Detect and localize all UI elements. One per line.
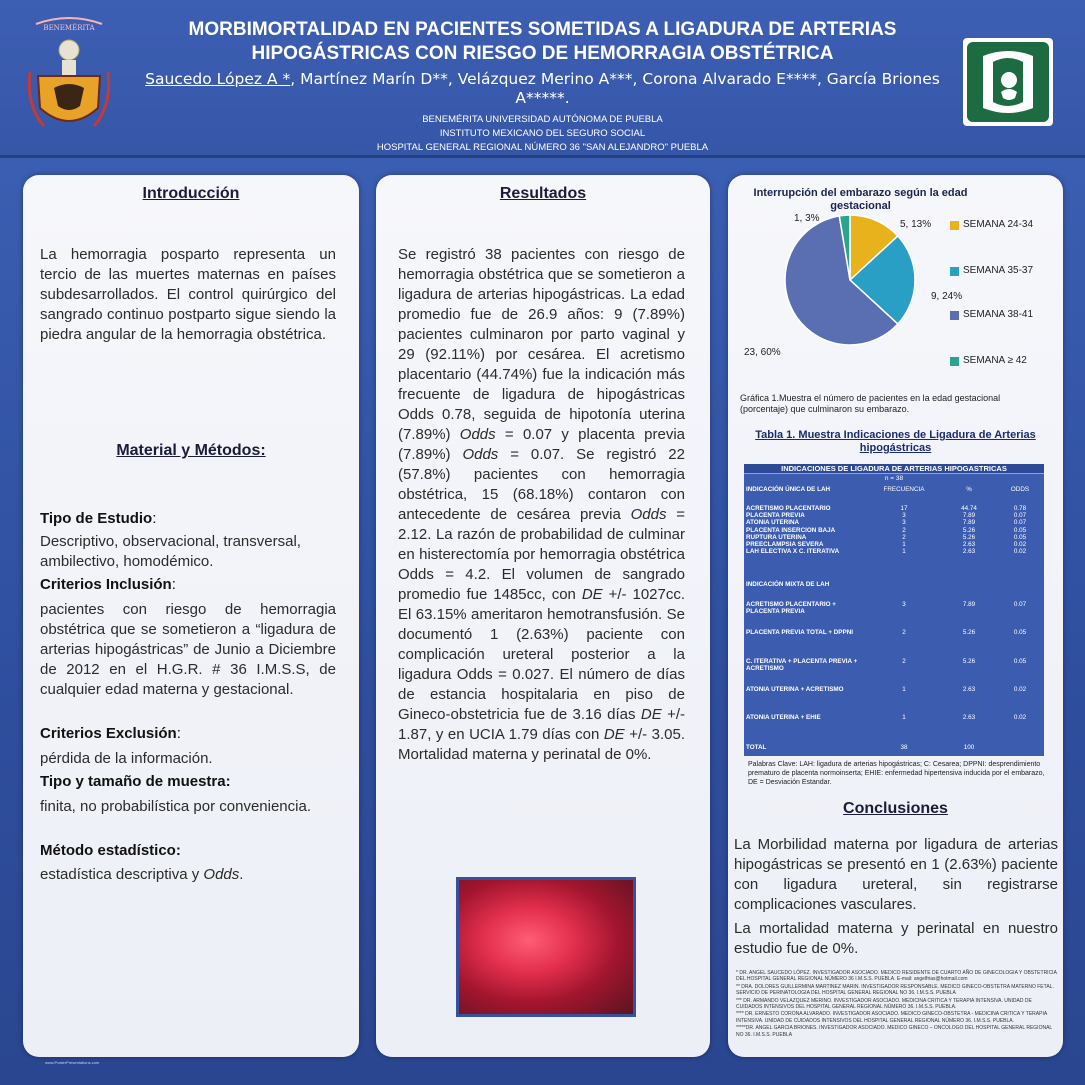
table-cell: 2: [902, 533, 906, 541]
imss-logo: [963, 38, 1053, 126]
chart-title: Interrupción del embarazo según la edad gestacional: [753, 187, 968, 212]
legend-swatch-3: [950, 311, 959, 320]
table-cell: 7.89: [962, 512, 976, 520]
stat-text: estadística descriptiva y Odds.: [40, 866, 244, 883]
table-cell: 2: [902, 629, 906, 636]
table-cell: 0.05: [1013, 526, 1027, 534]
table-cell: PREECLAMPSIA SEVERA: [746, 541, 824, 548]
table-title: Tabla 1. Muestra Indicaciones de Ligadura de Arterias hipogástricas: [755, 429, 1036, 454]
table-cell: 5.26: [962, 658, 976, 665]
legend-label-3: SEMANA 38-41: [963, 309, 1034, 320]
table-cell: 0.02: [1013, 548, 1027, 556]
indications-table: [744, 464, 1044, 756]
table-cell: 2.63: [962, 714, 976, 721]
table-cell: PLACENTA PREVIA TOTAL + DPPNI: [746, 629, 854, 636]
table-cell: 0.02: [1013, 541, 1027, 548]
table-cell: 2.63: [962, 548, 976, 556]
poster-title: [140, 18, 945, 66]
table-column-header: ODDS: [1010, 486, 1030, 493]
study-type-label: Tipo de Estudio:: [40, 510, 157, 527]
conclusions-text-1: La Morbilidad materna por ligadura de arterias hipogástricas se presentó en 1 (2.63%) paciente con ligadura ureteral, sin registrarse complicaciones vasculares.: [734, 836, 1058, 913]
table-cell: 0.78: [1013, 505, 1027, 512]
lead-author: Saucedo López A *: [145, 70, 291, 88]
legend-label-2: SEMANA 35-37: [963, 265, 1034, 276]
sample-label: Tipo y tamaño de muestra:: [40, 773, 231, 790]
table-cell: 0.05: [1013, 658, 1027, 665]
panel-results: [376, 175, 710, 1057]
table-cell: 2: [902, 526, 906, 534]
table-cell: 2: [902, 658, 906, 665]
table-n: n = 38: [884, 475, 904, 482]
table-cell: 0.07: [1013, 519, 1027, 527]
conclusions-text-2: La mortalidad materna y perinatal en nuestro estudio fue de 0%.: [734, 920, 1058, 957]
table-cell: 7.89: [962, 601, 976, 608]
table-cell: 5.26: [962, 533, 976, 541]
authors: [140, 70, 945, 108]
table-cell: 0.05: [1013, 533, 1027, 541]
title-line-2: HIPOGÁSTRICAS CON RIESGO DE HEMORRAGIA OBSTÉTRICA: [251, 43, 834, 64]
chart-caption: Gráfica 1.Muestra el número de pacientes en la edad gestacional (porcentaje) que culminaron su embarazo.: [740, 393, 1001, 414]
legend-swatch-4: [950, 357, 959, 366]
results-text: Se registró 38 pacientes con riesgo de hemorragia obstétrica que se sometieron a ligadura de arterias hipogástricas. La edad promedio fue de 26.9 años: 9 (7.89%) pacientes culminaron por parto vaginal y 29 (92.11%) por cesárea. El acretismo placentario (44.74%) fue la indicación más frecuente de ligadura de hipogástricas Odds 0.78, seguida de hipotonía uterina (7.89%) Odds = 0.07 y placenta previa (7.89%) Odds = 0.07. Se registró 22 (57.8%) pacientes con hemorragia obstétrica, 15 (68.18%) contaron con antecedente de cesárea previa Odds = 2.12. La razón de probabilidad de culminar en histerectomía por hemorragia obstétrica Odds = 4.2. El volumen de sangrado promedio fue 1485cc, con DE +/- 1027cc. El 63.15% ameritaron hemotransfusión. Se documentó 1 (2.63%) paciente con complicación ureteral posterior a la ligadura Odds = 0.027. El número de días de estancia hospitalaria en piso de Gineco-obstetricia fue de 3.16 días DE +/- 1.87, y en UCIA 1.79 días con DE +/- 3.05. Mortalidad materna y perinatal de 0%.: [398, 246, 686, 763]
pie-data-label-1: 5, 13%: [900, 219, 932, 230]
table-cell: ACRETISMO PLACENTARIO + PLACENTA PREVIA: [746, 601, 836, 616]
table-cell: ATONIA UTERINA + EHIE: [746, 714, 821, 721]
table-cell: 1: [902, 541, 906, 548]
legend-label-4: SEMANA ≥ 42: [963, 355, 1027, 366]
sample-text: finita, no probabilística por conveniencia.: [40, 798, 311, 815]
buap-shield-logo: [24, 16, 114, 144]
table-cell: ATONIA UTERINA: [746, 519, 800, 527]
table-header: INDICACIONES DE LIGADURA DE ARTERIAS HIPOGASTRICAS: [744, 464, 1044, 474]
institution-imss: INSTITUTO MEXICANO DEL SEGURO SOCIAL: [439, 128, 646, 139]
pie-data-label-2: 9, 24%: [931, 291, 963, 302]
table-cell: 0.02: [1013, 714, 1027, 721]
institution-hospital: HOSPITAL GENERAL REGIONAL NÚMERO 36 "SAN ALEJANDRO" PUEBLA: [376, 142, 709, 153]
conclusions-heading: Conclusiones: [843, 800, 948, 817]
table-cell: 2.63: [962, 686, 976, 693]
institution-buap: BENEMÉRITA UNIVERSIDAD AUTÓNOMA DE PUEBLA: [422, 114, 663, 125]
inclusion-label: Criterios Inclusión:: [40, 576, 176, 593]
table-cell: 5.26: [962, 526, 976, 534]
surgical-photo: [456, 877, 636, 1017]
footnotes: [736, 970, 1058, 1039]
table-cell: RUPTURA UTERINA: [746, 533, 807, 541]
logo-left-text: BENEMÉRITA: [43, 24, 95, 32]
table-mixed-label: INDICACIÓN MIXTA DE LAH: [746, 581, 830, 588]
footnote-2: ** DRA. DOLORES GUILLERMINA MARTINEZ MARIN. INVESTIGADOR RESPONSABLE. MEDICO GINECO-OBSTETRA MATERNO FETAL. SERVICIO DE PERINATOLOGIA DEL HOSPITAL GENERAL REGIONAL NO 36. I.M.S.S. PUEBLA: [736, 983, 1054, 997]
table-cell: 3: [902, 601, 906, 608]
table-cell: 0.07: [1013, 601, 1027, 608]
table-cell: 0.02: [1013, 686, 1027, 693]
panel-chart-table-conclusions: [728, 175, 1063, 1057]
study-type-text: Descriptivo, observacional, transversal, ambilectivo, homodémico.: [40, 533, 301, 570]
keywords: Palabras Clave: LAH: ligadura de arterias hipogástricas; C: Cesarea; DPPNI: desprendimiento prematuro de placenta normoinserta; EHIE: enfermedad hipertensiva inducida por el embarazo, DE = Desviación Estandar.: [748, 761, 1045, 786]
table-cell: ACRETISMO PLACENTARIO: [746, 505, 831, 512]
table-cell: 3: [902, 519, 906, 527]
table-cell: LAH ELECTIVA X C. ITERATIVA: [746, 548, 840, 556]
table-cell: 17: [900, 505, 908, 512]
watermark: www.PosterPresentations.com: [45, 1060, 100, 1065]
results-heading: Resultados: [499, 185, 587, 202]
footnote-5: *****DR. ANGEL GARCIA BRIONES. INVESTIGADOR ASOCIADO. MEDICO GINECO – ONCOLOGO DEL HOSPITAL GENERAL REGIONAL NO 36. I.M.S.S. PUEBLA: [736, 1025, 1052, 1038]
table-column-header: INDICACIÓN ÚNICA DE LAH: [746, 486, 831, 493]
table-cell: 1: [902, 686, 906, 693]
poster-header: [0, 0, 1085, 158]
table-cell: 2.63: [962, 541, 976, 548]
exclusion-text: pérdida de la información.: [40, 750, 213, 767]
exclusion-label: Criterios Exclusión:: [40, 725, 181, 742]
table-cell: C. ITERATIVA + PLACENTA PREVIA + ACRETISMO: [746, 658, 858, 673]
footnote-4: **** DR. ERNESTO CORONA ALVARADO. INVESTIGADOR ASOCIADO. MEDICO GINECO-OBSTETRA - MEDICINA CRITICA Y TERAPIA INTENSIVA. UNIDAD DE CUIDADOS INTENSIVOS DEL HOSPITAL GENERAL REGIONAL NÚMERO 36. I.M.S.S. PUEBLA.: [736, 1011, 1047, 1024]
legend-swatch-2: [950, 267, 959, 276]
pie-data-label-3: 23, 60%: [744, 347, 781, 358]
table-cell: 44.74: [961, 505, 977, 512]
table-total-cell: 38: [900, 744, 908, 751]
intro-text: La hemorragia posparto representa un tercio de las muertes maternas en países subdesarrollados. El control quirúrgico del sangrado continuo postparto sigue siendo la piedra angular de la hemorragia obstétrica.: [40, 246, 336, 343]
table-column-header: %: [966, 486, 972, 493]
table-cell: 1: [902, 714, 906, 721]
inclusion-text: pacientes con riesgo de hemorragia obstétrica que se sometieron a “ligadura de arterias hipogástricas” de Junio a Diciembre de 2012 en el H.G.R. # 36 I.M.S.S, de cualquier edad materna y gestacional.: [40, 601, 336, 698]
table-cell: ATONIA UTERINA + ACRETISMO: [746, 686, 844, 693]
table-cell: 1: [902, 548, 906, 556]
table-cell: 0.07: [1013, 512, 1027, 520]
intro-heading: Introducción: [142, 185, 240, 202]
table-cell: PLACENTA PREVIA: [746, 512, 805, 520]
panel-introduction-methods: [23, 175, 359, 1057]
stat-label: Método estadístico:: [40, 842, 181, 859]
table-cell: PLACENTA INSERCION BAJA: [746, 526, 836, 534]
institutions: [140, 113, 945, 155]
methods-heading: Material y Métodos:: [116, 442, 266, 459]
footnote-1: * DR. ANGEL SAUCEDO LÓPEZ. INVESTIGADOR ASOCIADO. MEDICO RESIDENTE DE CUARTO AÑO DE GINECOLOGIA Y OBSTETRICIA DEL HOSPITAL GENERAL REGIONAL NÚMERO 36 I.M.S.S. PUEBLA. E-mail: angelfrias@hotmail.com: [736, 970, 1057, 983]
table-cell: 0.05: [1013, 629, 1027, 636]
table-total-cell: 100: [963, 744, 975, 751]
table-cell: 7.89: [962, 519, 976, 527]
table-cell: 3: [902, 512, 906, 520]
pie-data-label-4: 1, 3%: [794, 213, 820, 224]
table-column-header: FRECUENCIA: [883, 486, 925, 493]
footnote-3: *** DR. ARMANDO VELAZQUEZ MERINO. INVESTIGADOR ASOCIADO. MEDICINA CRITICA Y TERAPIA INTENSIVA. UNIDAD DE CUIDADOS INTENSIVOS DEL HOSPITAL GENERAL REGIONAL NÚMERO 36. I.M.S.S. PUEBLA.: [736, 997, 1032, 1011]
legend-label-1: SEMANA 24-34: [963, 219, 1034, 230]
co-authors: , Martínez Marín D**, Velázquez Merino A***, Corona Alvarado E****, García Briones A*****.: [290, 70, 940, 107]
table-cell: 5.26: [962, 629, 976, 636]
title-line-1: MORBIMORTALIDAD EN PACIENTES SOMETIDAS A LIGADURA DE ARTERIAS: [188, 19, 897, 40]
table-total-cell: TOTAL: [746, 744, 767, 751]
legend-swatch-1: [950, 221, 959, 230]
